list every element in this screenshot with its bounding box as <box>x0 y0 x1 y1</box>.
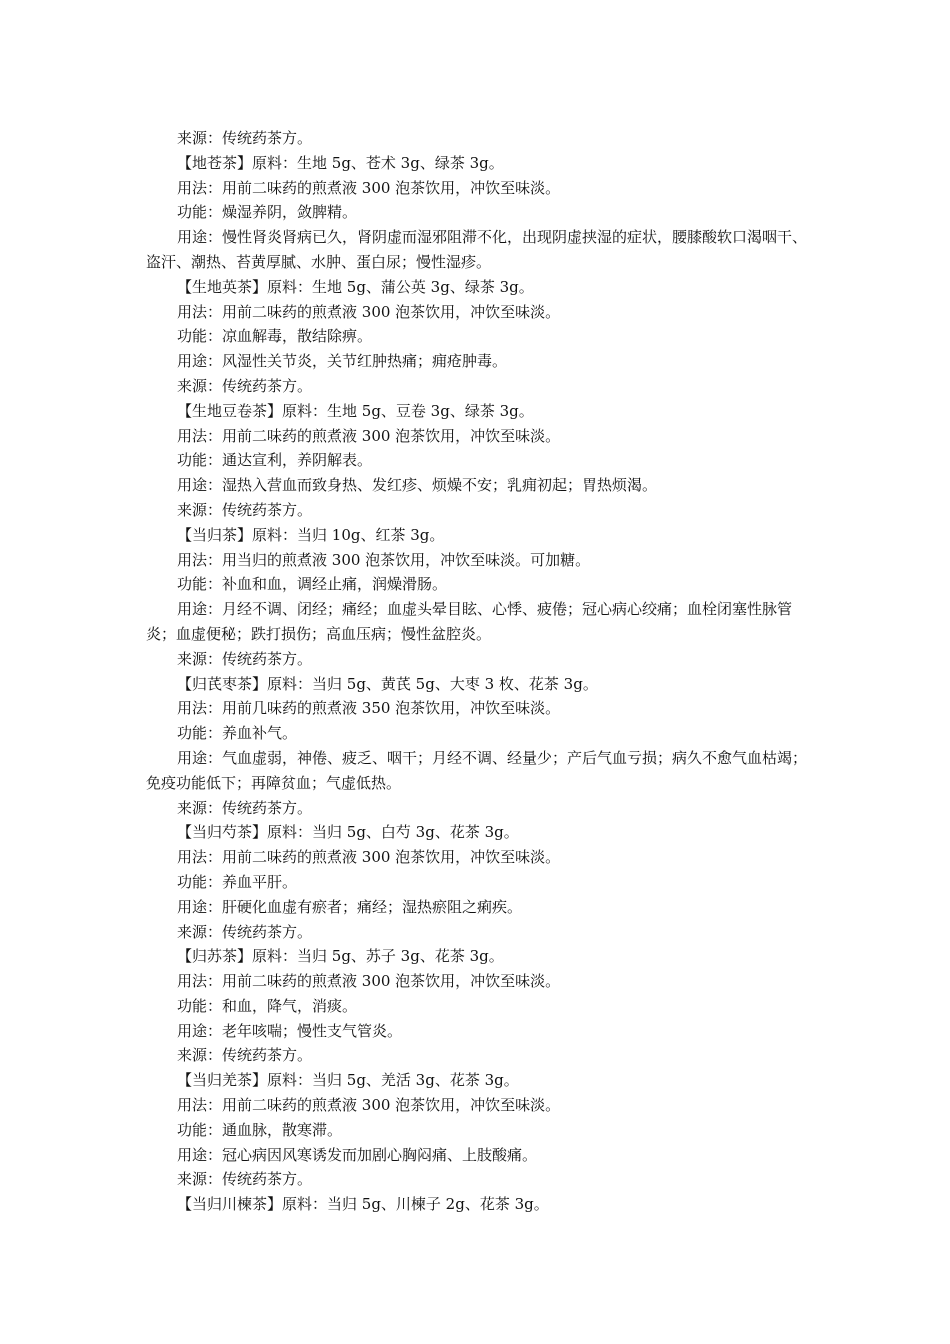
paragraph: 【生地英茶】原料：生地 5g、蒲公英 3g、绿茶 3g。 <box>177 277 534 296</box>
paragraph: 用法：用前二味药的煎煮液 300 泡茶饮用，冲饮至味淡。 <box>177 1096 561 1115</box>
paragraph: 来源：传统药茶方。 <box>177 649 313 668</box>
paragraph: 来源：传统药茶方。 <box>177 922 313 941</box>
paragraph: 来源：传统药茶方。 <box>177 500 313 519</box>
paragraph: 用法：用当归的煎煮液 300 泡茶饮用，冲饮至味淡。可加糖。 <box>177 550 591 569</box>
paragraph: 【当归川楝茶】原料：当归 5g、川楝子 2g、花茶 3g。 <box>177 1195 549 1214</box>
paragraph: 用法：用前二味药的煎煮液 300 泡茶饮用，冲饮至味淡。 <box>177 972 561 991</box>
paragraph: 用途：慢性肾炎肾病已久，肾阴虚而湿邪阻滞不化，出现阴虚挟湿的症状，腰膝酸软口渴咽干、盗汗、潮热、苔黄厚腻、水肿、蛋白尿；慢性湿疹。 <box>146 228 808 271</box>
paragraph: 【归芪枣茶】原料：当归 5g、黄芪 5g、大枣 3 枚、花茶 3g。 <box>177 674 598 693</box>
paragraph: 【当归芍茶】原料：当归 5g、白芍 3g、花茶 3g。 <box>177 823 519 842</box>
paragraph: 来源：传统药茶方。 <box>177 1170 313 1189</box>
paragraph: 功能：养血平肝。 <box>177 872 298 891</box>
paragraph: 功能：补血和血，调经止痛，润燥滑肠。 <box>177 575 448 594</box>
paragraph: 用途：肝硬化血虚有瘀者；痛经；湿热瘀阻之痢疾。 <box>177 897 523 916</box>
paragraph: 用途：老年咳喘；慢性支气管炎。 <box>177 1021 403 1040</box>
paragraph: 用途：风湿性关节炎，关节红肿热痛；痈疮肿毒。 <box>177 352 508 371</box>
paragraph: 用途：湿热入营血而致身热、发红疹、烦燥不安；乳痈初起；胃热烦渴。 <box>177 476 658 495</box>
document-page <box>146 126 816 1217</box>
paragraph: 【当归茶】原料：当归 10g、红茶 3g。 <box>177 525 445 544</box>
paragraph: 来源：传统药茶方。 <box>177 1046 313 1065</box>
paragraph: 功能：通达宣利，养阴解表。 <box>177 451 373 470</box>
paragraph: 来源：传统药茶方。 <box>177 798 313 817</box>
paragraph: 功能：养血补气。 <box>177 724 298 743</box>
paragraph: 功能：燥湿养阴，敛脾精。 <box>177 203 358 222</box>
paragraph: 【归苏茶】原料：当归 5g、苏子 3g、花茶 3g。 <box>177 947 504 966</box>
paragraph: 用途：冠心病因风寒诱发而加剧心胸闷痛、上肢酸痛。 <box>177 1145 538 1164</box>
paragraph: 用途：气血虚弱，神倦、疲乏、咽干；月经不调、经量少；产后气血亏损；病久不愈气血枯竭；免疫功能低下；再障贫血；气虚低热。 <box>146 748 808 792</box>
paragraph: 用法：用前二味药的煎煮液 300 泡茶饮用，冲饮至味淡。 <box>177 302 561 321</box>
paragraph: 功能：通血脉，散寒滞。 <box>177 1120 343 1139</box>
paragraph: 用法：用前几味药的煎煮液 350 泡茶饮用，冲饮至味淡。 <box>177 699 561 718</box>
paragraph: 【地苍茶】原料：生地 5g、苍术 3g、绿茶 3g。 <box>177 153 504 172</box>
paragraph: 用法：用前二味药的煎煮液 300 泡茶饮用，冲饮至味淡。 <box>177 426 561 445</box>
paragraph: 功能：凉血解毒，散结除痹。 <box>177 327 373 346</box>
paragraph: 功能：和血，降气，消痰。 <box>177 996 358 1015</box>
paragraph: 【当归羌茶】原料：当归 5g、羌活 3g、花茶 3g。 <box>177 1071 519 1090</box>
paragraph: 来源：传统药茶方。 <box>177 129 313 147</box>
paragraph: 来源：传统药茶方。 <box>177 376 313 395</box>
paragraph: 【生地豆卷茶】原料：生地 5g、豆卷 3g、绿茶 3g。 <box>177 401 534 420</box>
paragraph: 用法：用前二味药的煎煮液 300 泡茶饮用，冲饮至味淡。 <box>177 848 561 867</box>
paragraph: 用途：月经不调、闭经；痛经；血虚头晕目眩、心悸、疲倦；冠心病心绞痛；血栓闭塞性脉管炎；血虚便秘；跌打损伤；高血压病；慢性盆腔炎。 <box>146 600 793 643</box>
paragraph: 用法：用前二味药的煎煮液 300 泡茶饮用，冲饮至味淡。 <box>177 178 561 197</box>
